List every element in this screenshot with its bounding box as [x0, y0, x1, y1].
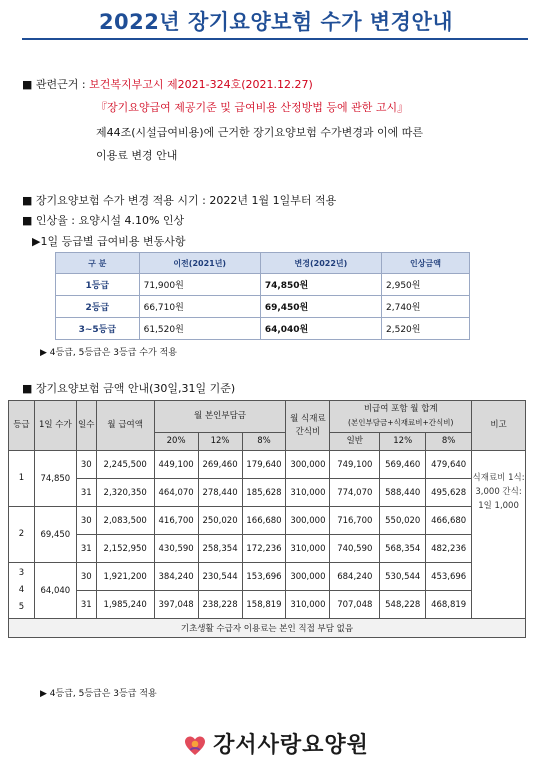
cell-self-12: 278,440	[198, 479, 242, 507]
title-divider	[22, 38, 528, 40]
rate-prev: 71,900원	[139, 274, 260, 296]
rate-subheading: ▶1일 등급별 급여비용 변동사항	[32, 235, 186, 248]
cell-grade: 2	[9, 507, 35, 563]
cell-self-8: 179,640	[242, 451, 286, 479]
rate-new: 69,450원	[260, 296, 381, 318]
cell-total-general: 774,070	[330, 479, 380, 507]
cell-daily: 69,450	[34, 507, 76, 563]
header-grade: 등급	[9, 401, 35, 451]
heart-logo-icon	[183, 734, 207, 758]
basis-desc-1: 제44조(시설급여비용)에 근거한 장기요양보험 수가변경과 이에 따른	[96, 126, 423, 139]
header-total-title: 비급여 포함 월 합계	[363, 404, 438, 414]
grade-note: ▶ 4등급, 5등급은 3등급 수가 적용	[40, 348, 177, 358]
cell-days: 31	[76, 479, 96, 507]
basis-label: ■ 관련근거 :	[22, 78, 86, 91]
cell-meal: 310,000	[286, 535, 330, 563]
cell-days: 30	[76, 507, 96, 535]
cell-monthly: 2,320,350	[96, 479, 154, 507]
cell-monthly: 2,083,500	[96, 507, 154, 535]
cell-self-12: 230,544	[198, 563, 242, 591]
cell-self-12: 238,228	[198, 591, 242, 619]
table-row	[9, 591, 526, 619]
cell-meal: 310,000	[286, 479, 330, 507]
rate-line: ■ 인상율 : 요양시설 4.10% 인상	[22, 214, 185, 227]
cell-self-20: 416,700	[154, 507, 198, 535]
table-row	[9, 563, 526, 591]
cell-remark: 식재료비 1식: 3,000 간식: 1일 1,000	[472, 451, 526, 619]
cell-meal: 300,000	[286, 451, 330, 479]
table-row	[9, 451, 526, 479]
cell-self-8: 172,236	[242, 535, 286, 563]
rate-prev: 66,710원	[139, 296, 260, 318]
rate-row	[56, 296, 470, 318]
header-self-12: 12%	[198, 433, 242, 451]
rate-prev: 61,520원	[139, 318, 260, 340]
logo	[0, 728, 552, 759]
cell-self-20: 464,070	[154, 479, 198, 507]
rate-header-prev: 이전(2021년)	[139, 253, 260, 274]
cell-self-8: 153,696	[242, 563, 286, 591]
apply-date-line: ■ 장기요양보험 수가 변경 적용 시기 : 2022년 1월 1일부터 적용	[22, 194, 337, 207]
header-total-8: 8%	[426, 433, 472, 451]
cell-total-12: 550,020	[380, 507, 426, 535]
cell-self-20: 397,048	[154, 591, 198, 619]
cell-monthly: 2,245,500	[96, 451, 154, 479]
cell-total-general: 749,100	[330, 451, 380, 479]
cell-total-8: 495,628	[426, 479, 472, 507]
cell-self-12: 258,354	[198, 535, 242, 563]
table-row	[9, 479, 526, 507]
table-row	[9, 507, 526, 535]
cell-total-general: 740,590	[330, 535, 380, 563]
cell-self-12: 250,020	[198, 507, 242, 535]
header-note: 비고	[472, 401, 526, 451]
cell-total-12: 588,440	[380, 479, 426, 507]
header-total-12: 12%	[380, 433, 426, 451]
rate-header-category: 구 분	[56, 253, 140, 274]
grade-note-2: ▶ 4등급, 5등급은 3등급 적용	[40, 689, 157, 699]
cell-days: 31	[76, 535, 96, 563]
cell-meal: 300,000	[286, 563, 330, 591]
header-daily: 1일 수가	[34, 401, 76, 451]
rate-grade: 3~5등급	[56, 318, 140, 340]
cell-total-general: 716,700	[330, 507, 380, 535]
cell-monthly: 1,985,240	[96, 591, 154, 619]
header-self-20: 20%	[154, 433, 198, 451]
cell-meal: 300,000	[286, 507, 330, 535]
basis-line	[22, 76, 313, 92]
rate-diff: 2,950원	[382, 274, 470, 296]
logo-text: 강서사랑요양원	[213, 733, 369, 758]
basis-notice: 보건복지부고시 제2021-324호(2021.12.27)	[89, 78, 313, 91]
cell-monthly: 2,152,950	[96, 535, 154, 563]
cell-grade: 1	[9, 451, 35, 507]
cell-total-general: 707,048	[330, 591, 380, 619]
table-footer-row	[9, 619, 526, 638]
rate-grade: 2등급	[56, 296, 140, 318]
rate-row	[56, 274, 470, 296]
header-days: 일수	[76, 401, 96, 451]
cell-self-8: 185,628	[242, 479, 286, 507]
cell-self-20: 384,240	[154, 563, 198, 591]
cell-total-8: 482,236	[426, 535, 472, 563]
cell-total-general: 684,240	[330, 563, 380, 591]
monthly-amount-table	[8, 400, 526, 638]
daily-rate-table	[55, 252, 470, 340]
cell-total-12: 548,228	[380, 591, 426, 619]
rate-new: 64,040원	[260, 318, 381, 340]
header-meal: 월 식재료 간식비	[286, 401, 330, 451]
rate-diff: 2,520원	[382, 318, 470, 340]
page-title: 2022년 장기요양보험 수가 변경안내	[98, 10, 454, 34]
cell-self-20: 430,590	[154, 535, 198, 563]
header-total	[330, 401, 472, 433]
cell-grade: 3 4 5	[9, 563, 35, 619]
header-monthly: 월 급여액	[96, 401, 154, 451]
table-footer-note: 기초생활 수급자 이용료는 본인 직접 부담 없음	[9, 619, 526, 638]
header-self-pay: 월 본인부담금	[154, 401, 286, 433]
header-total-general: 일반	[330, 433, 380, 451]
basis-law: 『장기요양급여 제공기준 및 급여비용 산정방법 등에 관한 고시』	[96, 101, 409, 114]
header-total-sub: (본인부담금+식재료비+간식비)	[348, 418, 454, 427]
cell-total-12: 530,544	[380, 563, 426, 591]
cell-total-8: 466,680	[426, 507, 472, 535]
amount-section-heading: ■ 장기요양보험 금액 안내(30일,31일 기준)	[22, 382, 236, 395]
cell-self-8: 166,680	[242, 507, 286, 535]
rate-grade: 1등급	[56, 274, 140, 296]
cell-total-12: 569,460	[380, 451, 426, 479]
rate-diff: 2,740원	[382, 296, 470, 318]
cell-total-8: 468,819	[426, 591, 472, 619]
cell-total-12: 568,354	[380, 535, 426, 563]
header-self-8: 8%	[242, 433, 286, 451]
rate-row	[56, 318, 470, 340]
basis-desc-2: 이용료 변경 안내	[96, 149, 178, 162]
table-row	[9, 535, 526, 563]
cell-monthly: 1,921,200	[96, 563, 154, 591]
cell-self-20: 449,100	[154, 451, 198, 479]
rate-header-new: 변경(2022년)	[260, 253, 381, 274]
cell-daily: 64,040	[34, 563, 76, 619]
cell-total-8: 479,640	[426, 451, 472, 479]
cell-total-8: 453,696	[426, 563, 472, 591]
cell-self-8: 158,819	[242, 591, 286, 619]
cell-days: 30	[76, 563, 96, 591]
cell-days: 31	[76, 591, 96, 619]
rate-header-diff: 인상금액	[382, 253, 470, 274]
rate-new: 74,850원	[260, 274, 381, 296]
cell-daily: 74,850	[34, 451, 76, 507]
cell-meal: 310,000	[286, 591, 330, 619]
cell-self-12: 269,460	[198, 451, 242, 479]
cell-days: 30	[76, 451, 96, 479]
